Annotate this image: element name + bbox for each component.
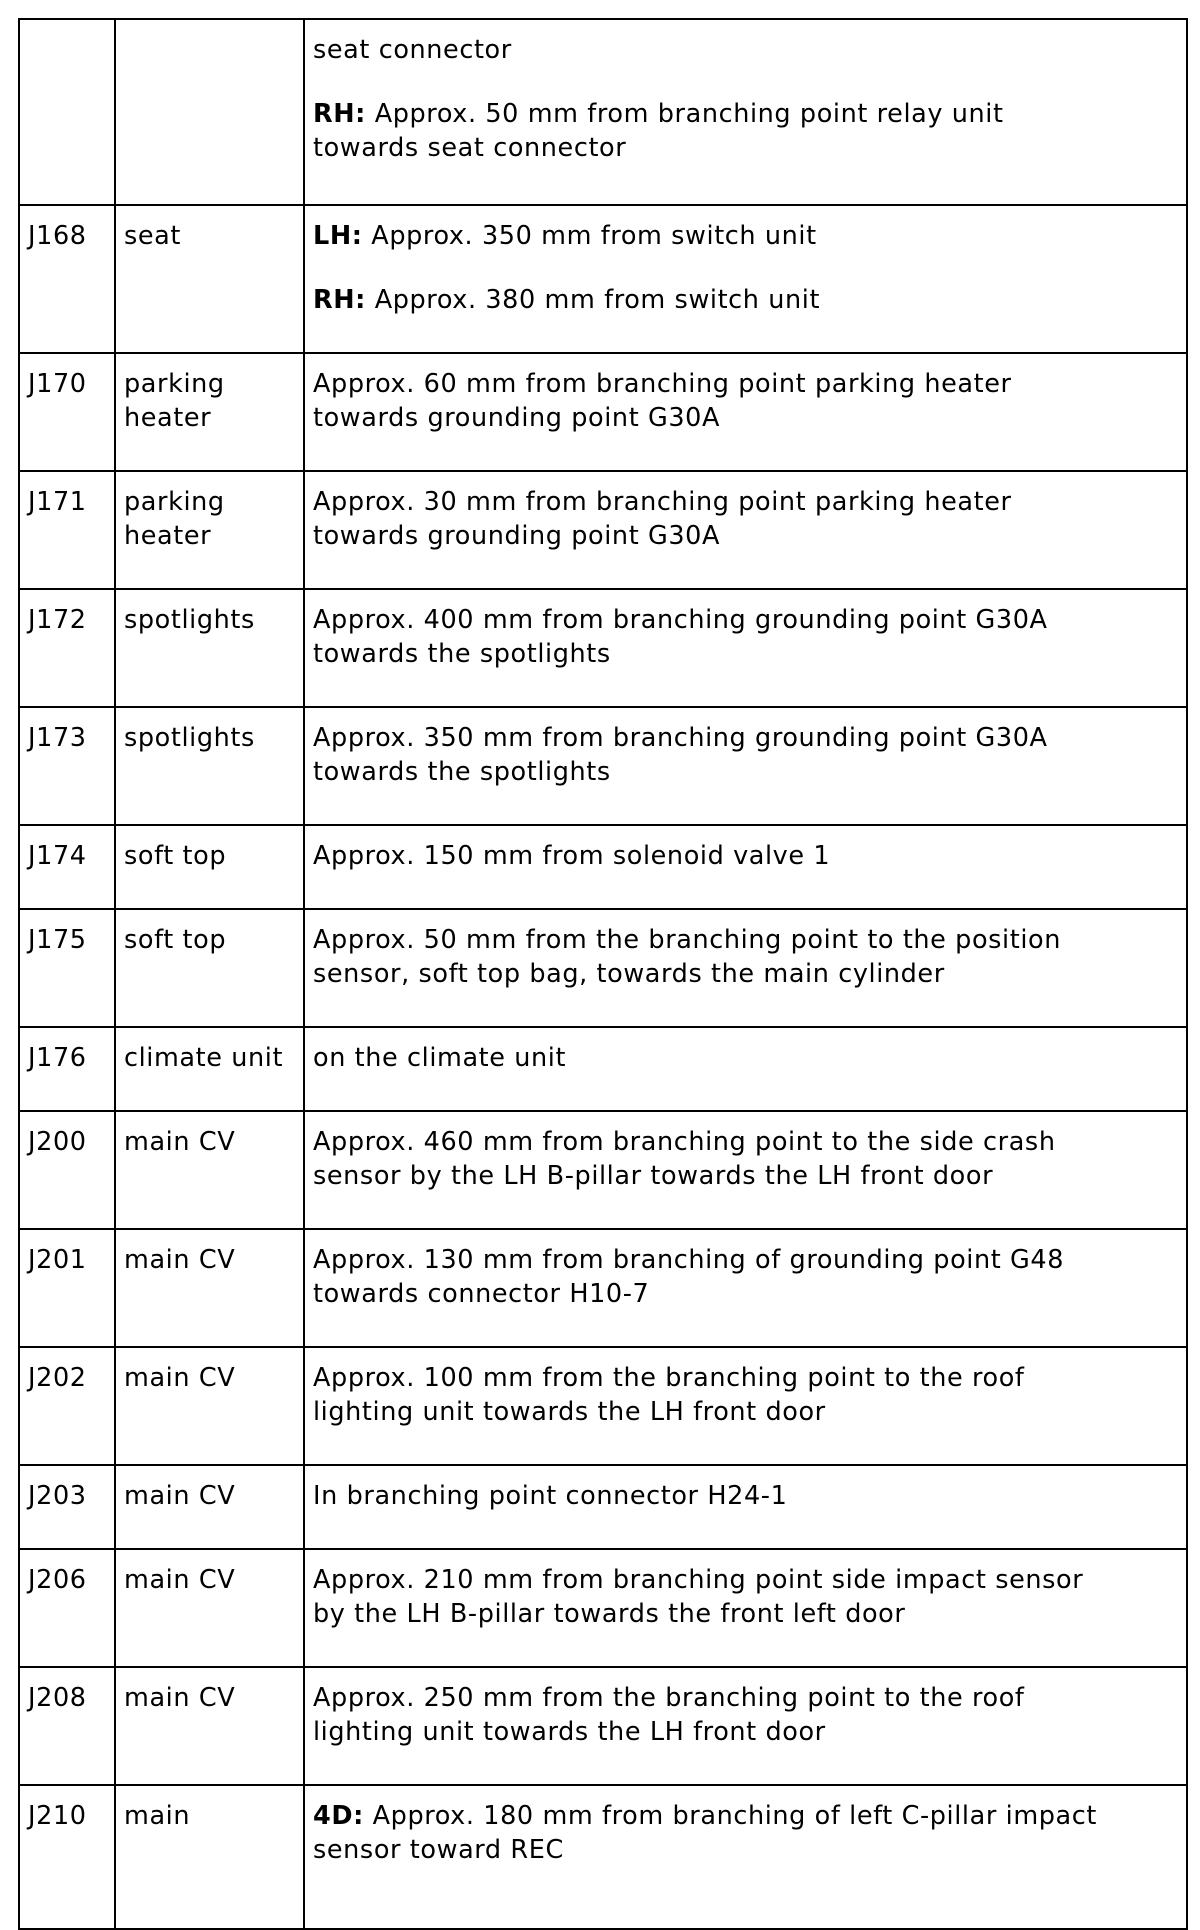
splice-id: J173 — [28, 723, 87, 753]
splice-id: J203 — [28, 1481, 87, 1511]
location-paragraph — [313, 839, 1178, 873]
harness-cell — [115, 1465, 304, 1549]
location-cell — [304, 1667, 1187, 1785]
location-text: Approx. 180 mm from branching of left C-pillar impact sensor toward REC — [313, 1801, 1097, 1865]
table-row — [19, 825, 1187, 909]
splice-id: J175 — [28, 925, 87, 955]
harness-cell — [115, 1549, 304, 1667]
table-row — [19, 353, 1187, 471]
location-paragraph — [313, 367, 1178, 435]
table-row — [19, 1027, 1187, 1111]
location-text: on the climate unit — [313, 1043, 567, 1073]
harness-cell — [115, 707, 304, 825]
location-paragraph — [313, 603, 1178, 671]
harness-name: main CV — [124, 1245, 236, 1275]
side-label: RH: — [313, 285, 366, 315]
table-row — [19, 471, 1187, 589]
location-paragraph — [313, 283, 1178, 317]
splice-id: J174 — [28, 841, 87, 871]
table-row — [19, 1111, 1187, 1229]
location-paragraph — [313, 485, 1178, 553]
location-cell — [304, 1465, 1187, 1549]
harness-name: spotlights — [124, 605, 255, 635]
splice-id-cell — [19, 1465, 115, 1549]
harness-name: main CV — [124, 1481, 236, 1511]
location-paragraph — [313, 97, 1178, 165]
splice-id-cell — [19, 1229, 115, 1347]
harness-cell — [115, 1347, 304, 1465]
splice-id: J202 — [28, 1363, 87, 1393]
splice-id-cell — [19, 205, 115, 353]
harness-name: parking heater — [124, 487, 225, 551]
splice-id-cell — [19, 1667, 115, 1785]
harness-name: seat — [124, 221, 181, 251]
location-cell — [304, 353, 1187, 471]
splice-id-cell — [19, 1111, 115, 1229]
location-text: Approx. 350 mm from switch unit — [362, 221, 817, 251]
table-row — [19, 205, 1187, 353]
harness-name: main CV — [124, 1683, 236, 1713]
location-cell — [304, 825, 1187, 909]
splice-id: J170 — [28, 369, 87, 399]
table-row — [19, 19, 1187, 205]
location-cell — [304, 205, 1187, 353]
location-paragraph — [313, 219, 1178, 253]
splice-location-table — [18, 18, 1188, 1930]
location-cell — [304, 1111, 1187, 1229]
location-text: seat connector — [313, 35, 512, 65]
harness-cell — [115, 1785, 304, 1929]
harness-name: main — [124, 1801, 191, 1831]
harness-name: main CV — [124, 1363, 236, 1393]
side-label: 4D: — [313, 1801, 364, 1831]
location-cell — [304, 909, 1187, 1027]
harness-cell — [115, 19, 304, 205]
splice-id-cell — [19, 1027, 115, 1111]
location-paragraph — [313, 1563, 1178, 1631]
location-paragraph — [313, 1681, 1178, 1749]
location-cell — [304, 707, 1187, 825]
harness-cell — [115, 825, 304, 909]
location-paragraph — [313, 33, 1178, 67]
location-cell — [304, 1027, 1187, 1111]
harness-name: soft top — [124, 925, 227, 955]
splice-id-cell — [19, 909, 115, 1027]
splice-id-cell — [19, 19, 115, 205]
splice-id: J201 — [28, 1245, 87, 1275]
location-paragraph — [313, 923, 1178, 991]
table-row — [19, 1667, 1187, 1785]
table-row — [19, 909, 1187, 1027]
location-paragraph — [313, 1243, 1178, 1311]
splice-id-cell — [19, 707, 115, 825]
harness-cell — [115, 1111, 304, 1229]
splice-id-cell — [19, 589, 115, 707]
harness-cell — [115, 1027, 304, 1111]
location-text: Approx. 150 mm from solenoid valve 1 — [313, 841, 831, 871]
location-cell — [304, 1785, 1187, 1929]
harness-name: main CV — [124, 1565, 236, 1595]
harness-cell — [115, 1229, 304, 1347]
location-paragraph — [313, 1361, 1178, 1429]
table-row — [19, 1347, 1187, 1465]
table-body — [19, 19, 1187, 1929]
splice-id: J208 — [28, 1683, 87, 1713]
harness-name: spotlights — [124, 723, 255, 753]
splice-id: J172 — [28, 605, 87, 635]
location-text: Approx. 460 mm from branching point to the side crash sensor by the LH B-pillar towards the LH front door — [313, 1127, 1056, 1191]
side-label: LH: — [313, 221, 363, 251]
splice-id-cell — [19, 471, 115, 589]
table-row — [19, 1785, 1187, 1929]
table-row — [19, 1229, 1187, 1347]
table-row — [19, 707, 1187, 825]
harness-name: soft top — [124, 841, 227, 871]
location-text: Approx. 210 mm from branching point side impact sensor by the LH B-pillar towards the front left door — [313, 1565, 1084, 1629]
location-paragraph — [313, 721, 1178, 789]
harness-name: parking heater — [124, 369, 225, 433]
location-text: Approx. 350 mm from branching grounding point G30A towards the spotlights — [313, 723, 1048, 787]
splice-id-cell — [19, 1785, 115, 1929]
location-text: Approx. 100 mm from the branching point to the roof lighting unit towards the LH front door — [313, 1363, 1025, 1427]
location-cell — [304, 1549, 1187, 1667]
harness-cell — [115, 909, 304, 1027]
location-paragraph — [313, 1041, 1178, 1075]
side-label: RH: — [313, 99, 366, 129]
table-row — [19, 1549, 1187, 1667]
harness-name: climate unit — [124, 1043, 284, 1073]
harness-cell — [115, 471, 304, 589]
table-row — [19, 1465, 1187, 1549]
location-text: Approx. 50 mm from the branching point to the position sensor, soft top bag, towards the main cylinder — [313, 925, 1061, 989]
splice-id-cell — [19, 1347, 115, 1465]
location-text: Approx. 380 mm from switch unit — [365, 285, 821, 315]
harness-cell — [115, 589, 304, 707]
harness-cell — [115, 205, 304, 353]
location-text: Approx. 60 mm from branching point parking heater towards grounding point G30A — [313, 369, 1012, 433]
location-text: Approx. 30 mm from branching point parking heater towards grounding point G30A — [313, 487, 1012, 551]
location-cell — [304, 471, 1187, 589]
splice-id: J168 — [28, 221, 87, 251]
splice-id: J176 — [28, 1043, 87, 1073]
splice-id: J206 — [28, 1565, 87, 1595]
splice-id: J200 — [28, 1127, 87, 1157]
location-cell — [304, 19, 1187, 205]
location-cell — [304, 1347, 1187, 1465]
location-text: Approx. 130 mm from branching of grounding point G48 towards connector H10-7 — [313, 1245, 1065, 1309]
location-text: Approx. 250 mm from the branching point to the roof lighting unit towards the LH front door — [313, 1683, 1025, 1747]
splice-id-cell — [19, 353, 115, 471]
splice-id: J171 — [28, 487, 87, 517]
table-row — [19, 589, 1187, 707]
splice-id-cell — [19, 825, 115, 909]
location-cell — [304, 1229, 1187, 1347]
splice-id: J210 — [28, 1801, 87, 1831]
location-cell — [304, 589, 1187, 707]
location-text: Approx. 400 mm from branching grounding point G30A towards the spotlights — [313, 605, 1048, 669]
harness-cell — [115, 353, 304, 471]
location-paragraph — [313, 1479, 1178, 1513]
harness-name: main CV — [124, 1127, 236, 1157]
splice-id-cell — [19, 1549, 115, 1667]
location-text: Approx. 50 mm from branching point relay unit towards seat connector — [313, 99, 1004, 163]
location-paragraph — [313, 1125, 1178, 1193]
location-paragraph — [313, 1799, 1178, 1867]
location-text: In branching point connector H24-1 — [313, 1481, 788, 1511]
harness-cell — [115, 1667, 304, 1785]
